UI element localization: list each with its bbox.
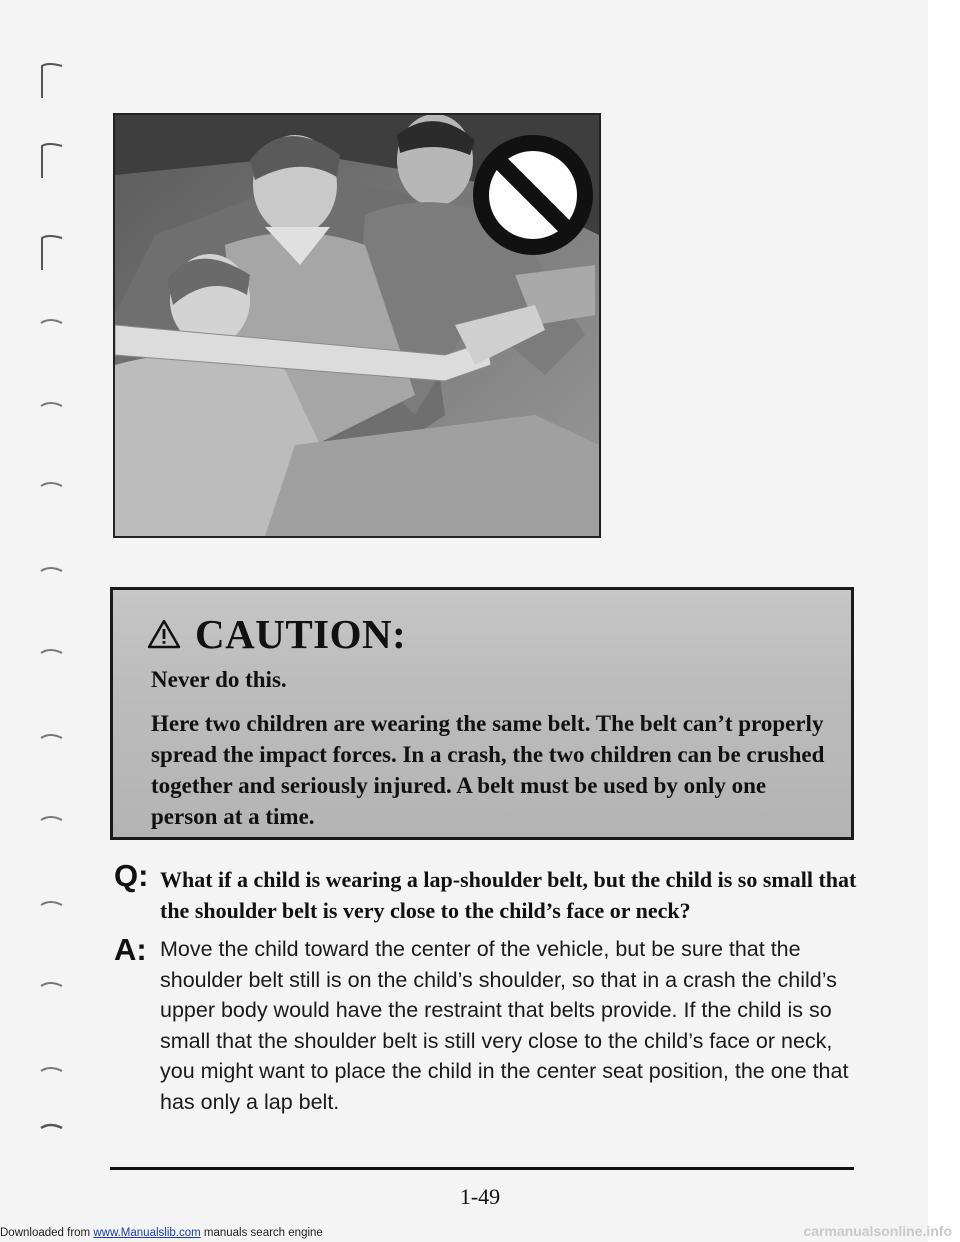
watermark-prefix: Downloaded from — [0, 1227, 94, 1239]
binding-mark — [38, 478, 66, 492]
binding-mark — [38, 232, 66, 246]
binding-mark — [38, 60, 66, 74]
caution-header — [147, 610, 406, 658]
binding-mark — [38, 140, 66, 154]
caution-title: CAUTION: — [195, 611, 407, 657]
caution-text: Here two children are wearing the same belt. The belt can’t properly spread the impact forces. In a crash, the two children can be crushed together and seriously injured. A belt must be used by only one person at a time. — [151, 711, 825, 829]
watermark-suffix: manuals search engine — [200, 1227, 323, 1239]
binding-mark — [38, 730, 66, 744]
answer-text: Move the child toward the center of the vehicle, but be sure that the shoulder belt still is on the child’s shoulder, so that in a crash the child’s upper body would have the restraint that belts provide. If the child is so small that the shoulder belt is still very close to the child’s face or neck, you might want to place the child in the center seat position, the one that has only a lap belt. — [160, 937, 849, 1114]
page-margin — [928, 0, 960, 1242]
binding-mark — [38, 398, 66, 412]
caution-lead: Never do this. — [151, 667, 287, 692]
binding-mark — [38, 978, 66, 992]
binding-mark — [38, 315, 66, 329]
site-watermark: carmanualsonline.info — [803, 1223, 952, 1239]
download-watermark — [0, 1227, 323, 1239]
footer-rule — [110, 1167, 854, 1170]
binding-mark — [38, 897, 66, 911]
warning-triangle-icon — [147, 618, 181, 650]
answer-label: A: — [114, 932, 147, 967]
binding-mark — [38, 1063, 66, 1077]
binding-mark — [38, 812, 66, 826]
caution-box — [110, 587, 854, 840]
question-label: Q: — [114, 858, 149, 893]
illustration-shared-belt — [113, 113, 601, 538]
page-number: 1-49 — [459, 1184, 501, 1209]
question-text: What if a child is wearing a lap-shoulder belt, but the child is so small that the shoulder belt is very close to the child’s face or neck? — [160, 867, 857, 923]
prohibition-icon — [481, 143, 585, 247]
binding-mark — [38, 563, 66, 577]
binding-mark — [38, 1120, 66, 1134]
manualslib-link[interactable]: www.Manualslib.com — [93, 1227, 201, 1239]
binding-mark — [38, 645, 66, 659]
